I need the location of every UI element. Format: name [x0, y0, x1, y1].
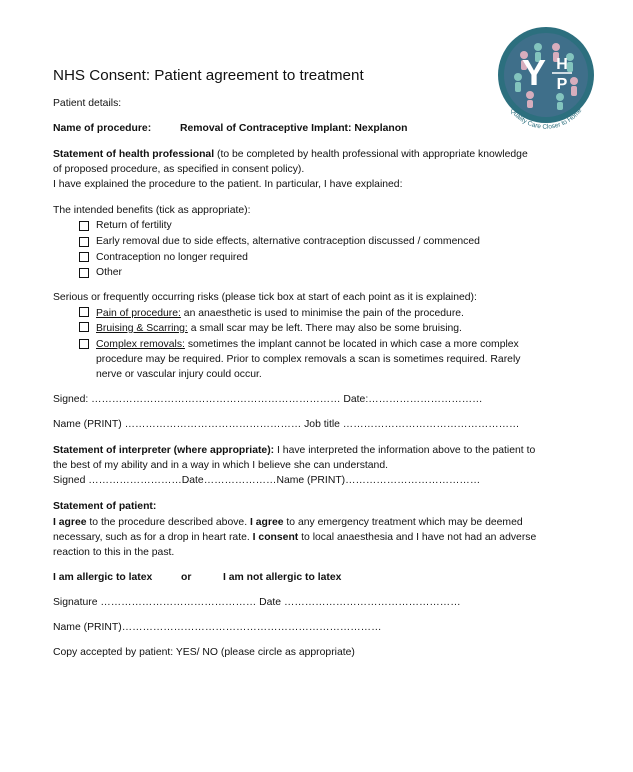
patient-consent: I consent [252, 532, 299, 543]
patient-line2-pre: necessary, such as for a drop in heart rate. [53, 532, 253, 543]
allergic-option[interactable]: I am allergic to latex [53, 572, 153, 583]
risk-text-complex-line2: procedure may be required. Prior to complex removals a scan is sometimes required. Rarely [96, 354, 521, 365]
risk-checkbox-complex[interactable] [79, 339, 89, 349]
risk-checkbox-pain[interactable] [79, 307, 89, 317]
risks-heading: Serious or frequently occurring risks (please tick box at start of each point as it is explained): [53, 292, 477, 303]
health-professional-intro [53, 147, 528, 162]
risk-label-pain: Pain of procedure: [96, 308, 181, 319]
benefit-label-early-removal: Early removal due to side effects, alternative contraception discussed / commenced [96, 236, 480, 247]
patient-agree-1: I agree [53, 517, 87, 528]
logo-letter-h: H [556, 56, 568, 73]
risk-checkbox-bruising[interactable] [79, 322, 89, 332]
patient-statement-line2 [53, 530, 536, 545]
interpreter-heading: Statement of interpreter (where appropriate): [53, 445, 275, 456]
logo-tagline: Quality Care Closer to Home [508, 107, 584, 131]
patient-statement-line3: reaction to this in the past. [53, 547, 175, 558]
professional-name-job-line[interactable]: Name (PRINT) …………………………………………… Job title …………………………………………… [53, 419, 520, 430]
benefit-label-other: Other [96, 267, 122, 278]
page-title: NHS Consent: Patient agreement to treatment [53, 67, 364, 84]
interpreter-text-line2: the best of my ability and in a way in which I believe she can understand. [53, 460, 389, 471]
patient-line2-post: to local anaesthesia and I have not had an adverse [298, 532, 537, 543]
risk-text-pain: an anaesthetic is used to minimise the pain of the procedure. [180, 308, 464, 319]
patient-signature-date-line[interactable]: Signature ……………………………………… Date …………………………………………… [53, 597, 461, 608]
logo-letter-p: P [556, 76, 568, 93]
interpreter-sign-line[interactable]: Signed ………………………Date…………………Name (PRINT)………………………………… [53, 475, 481, 486]
patient-name-line[interactable]: Name (PRINT)………………………………………………………………… [53, 622, 382, 633]
risk-text-complex-line1: sometimes the implant cannot be located in which case a more complex [184, 339, 519, 350]
yhp-logo [494, 25, 598, 133]
risk-item-complex [96, 337, 519, 352]
benefit-checkbox-fertility[interactable] [79, 221, 89, 231]
interpreter-statement [53, 443, 535, 458]
patient-agree-2: I agree [250, 517, 284, 528]
benefit-checkbox-contraception[interactable] [79, 252, 89, 262]
professional-signed-date-line[interactable]: Signed: ……………………………………………………………… Date:…………………………… [53, 394, 483, 405]
not-allergic-option[interactable]: I am not allergic to latex [223, 572, 342, 583]
health-professional-intro-text: (to be completed by health professional with appropriate knowledge [214, 149, 528, 160]
patient-text-1: to the procedure described above. [86, 517, 250, 528]
patient-statement-line1 [53, 515, 523, 530]
benefit-label-contraception: Contraception no longer required [96, 252, 248, 263]
allergy-or: or [181, 572, 192, 583]
health-professional-heading: Statement of health professional [53, 149, 215, 160]
risk-text-bruising: a small scar may be left. There may also be some bruising. [187, 323, 462, 334]
patient-text-2: to any emergency treatment which may be deemed [283, 517, 523, 528]
risk-item-pain [96, 306, 464, 321]
health-professional-intro-line2: of proposed procedure, as specified in consent policy). [53, 164, 305, 175]
patient-statement-heading: Statement of patient: [53, 501, 157, 512]
explained-line: I have explained the procedure to the patient. In particular, I have explained: [53, 179, 403, 190]
benefit-checkbox-other[interactable] [79, 268, 89, 278]
procedure-label: Name of procedure: [53, 123, 152, 134]
patient-details-label: Patient details: [53, 98, 122, 109]
risk-label-complex: Complex removals: [96, 339, 185, 350]
risk-text-complex-line3: nerve or vascular injury could occur. [96, 369, 262, 380]
benefit-label-fertility: Return of fertility [96, 220, 172, 231]
copy-accepted-line: Copy accepted by patient: YES/ NO (please circle as appropriate) [53, 647, 355, 658]
benefits-heading: The intended benefits (tick as appropriate): [53, 205, 251, 216]
logo-letter-y: Y [521, 52, 547, 93]
interpreter-text: I have interpreted the information above to the patient to [274, 445, 536, 456]
benefit-checkbox-early-removal[interactable] [79, 237, 89, 247]
procedure-value: Removal of Contraceptive Implant: Nexplanon [180, 123, 408, 134]
risk-item-bruising [96, 321, 462, 336]
risk-label-bruising: Bruising & Scarring: [96, 323, 188, 334]
